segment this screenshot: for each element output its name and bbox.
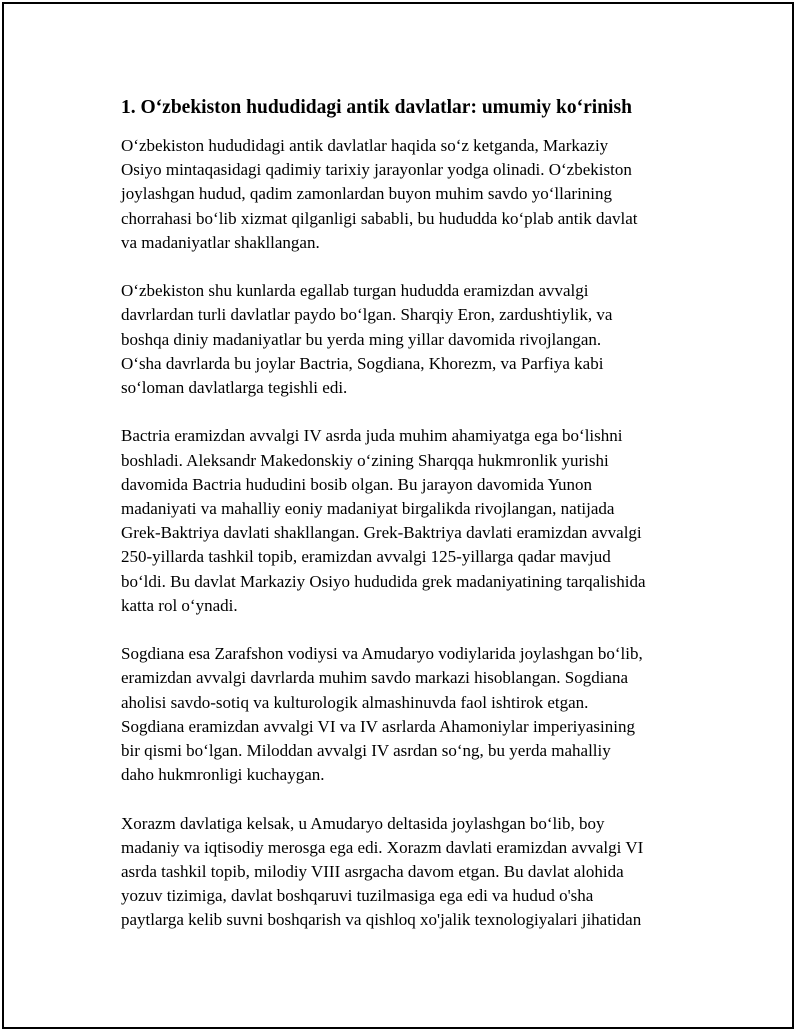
- text-line: va madaniyatlar shakllangan.: [121, 232, 320, 252]
- text-line: 250-yillarda tashkil topib, eramizdan avvalgi 125-yillarga qadar mavjud: [121, 547, 611, 567]
- text-line: davrlardan turli davlatlar paydo bo‘lgan. Sharqiy Eron, zardushtiylik, va: [121, 305, 613, 325]
- text-line: Sogdiana eramizdan avvalgi VI va IV asrlarda Ahamoniylar imperiyasining: [121, 716, 635, 736]
- text-line: yozuv tizimiga, davlat boshqaruvi tuzilmasiga ega edi va hudud o'sha: [121, 886, 594, 906]
- text-line: daho hukmronligi kuchaygan.: [121, 765, 325, 785]
- text-line: Sogdiana esa Zarafshon vodiysi va Amudaryo vodiylarida joylashgan bo‘lib,: [121, 644, 643, 664]
- paragraph-intro: [121, 134, 701, 255]
- paragraph-sogdiana: [121, 642, 701, 787]
- page-frame: [2, 2, 794, 1029]
- text-line: O‘zbekiston shu kunlarda egallab turgan hududda eramizdan avvalgi: [121, 281, 589, 301]
- paragraph-states-overview: [121, 279, 701, 400]
- text-line: aholisi savdo-sotiq va kulturologik almashinuvda faol ishtirok etgan.: [121, 692, 589, 712]
- text-line: O‘sha davrlarda bu joylar Bactria, Sogdiana, Khorezm, va Parfiya kabi: [121, 353, 604, 373]
- text-line: Bactria eramizdan avvalgi IV asrda juda muhim ahamiyatga ega bo‘lishni: [121, 426, 623, 446]
- text-line: eramizdan avvalgi davrlarda muhim savdo markazi hisoblangan. Sogdiana: [121, 668, 629, 688]
- text-line: paytlarga kelib suvni boshqarish va qishloq xo'jalik texnologiyalari jihatidan: [121, 910, 642, 930]
- text-line: chorrahasi bo‘lib xizmat qilganligi sababli, bu hududda ko‘plab antik davlat: [121, 208, 638, 228]
- text-line: madaniyati va mahalliy eoniy madaniyat birgalikda rivojlangan, natijada: [121, 499, 615, 519]
- text-line: bo‘ldi. Bu davlat Markaziy Osiyo hududida grek madaniyatining tarqalishida: [121, 571, 646, 591]
- text-line: bir qismi bo‘lgan. Miloddan avvalgi IV asrdan so‘ng, bu yerda mahalliy: [121, 741, 611, 761]
- text-line: asrda tashkil topib, milodiy VIII asrgacha davom etgan. Bu davlat alohida: [121, 862, 624, 882]
- text-line: Osiyo mintaqasidagi qadimiy tarixiy jarayonlar yodga olinadi. O‘zbekiston: [121, 160, 632, 180]
- page-title: 1. O‘zbekiston hududidagi antik davlatlar: umumiy ko‘rinish: [121, 97, 632, 118]
- paragraph-khorezm: [121, 812, 701, 933]
- text-line: katta rol o‘ynadi.: [121, 595, 238, 615]
- text-line: davomida Bactria hududini bosib olgan. Bu jarayon davomida Yunon: [121, 474, 593, 494]
- text-line: boshladi. Aleksandr Makedonskiy o‘zining Sharqqa hukmronlik yurishi: [121, 450, 609, 470]
- text-line: madaniy va iqtisodiy merosga ega edi. Xorazm davlati eramizdan avvalgi VI: [121, 837, 644, 857]
- text-line: boshqa diniy madaniyatlar bu yerda ming yillar davomida rivojlangan.: [121, 329, 602, 349]
- text-line: O‘zbekiston hududidagi antik davlatlar haqida so‘z ketganda, Markaziy: [121, 136, 609, 155]
- paragraph-bactria: [121, 424, 701, 618]
- text-line: Grek-Baktriya davlati shakllangan. Grek-Baktriya davlati eramizdan avvalgi: [121, 523, 642, 543]
- text-line: Xorazm davlatiga kelsak, u Amudaryo deltasida joylashgan bo‘lib, boy: [121, 813, 605, 833]
- document-body: [121, 94, 701, 957]
- text-line: joylashgan hudud, qadim zamonlardan buyon muhim savdo yo‘llarining: [121, 184, 613, 204]
- text-line: so‘loman davlatlarga tegishli edi.: [121, 378, 348, 398]
